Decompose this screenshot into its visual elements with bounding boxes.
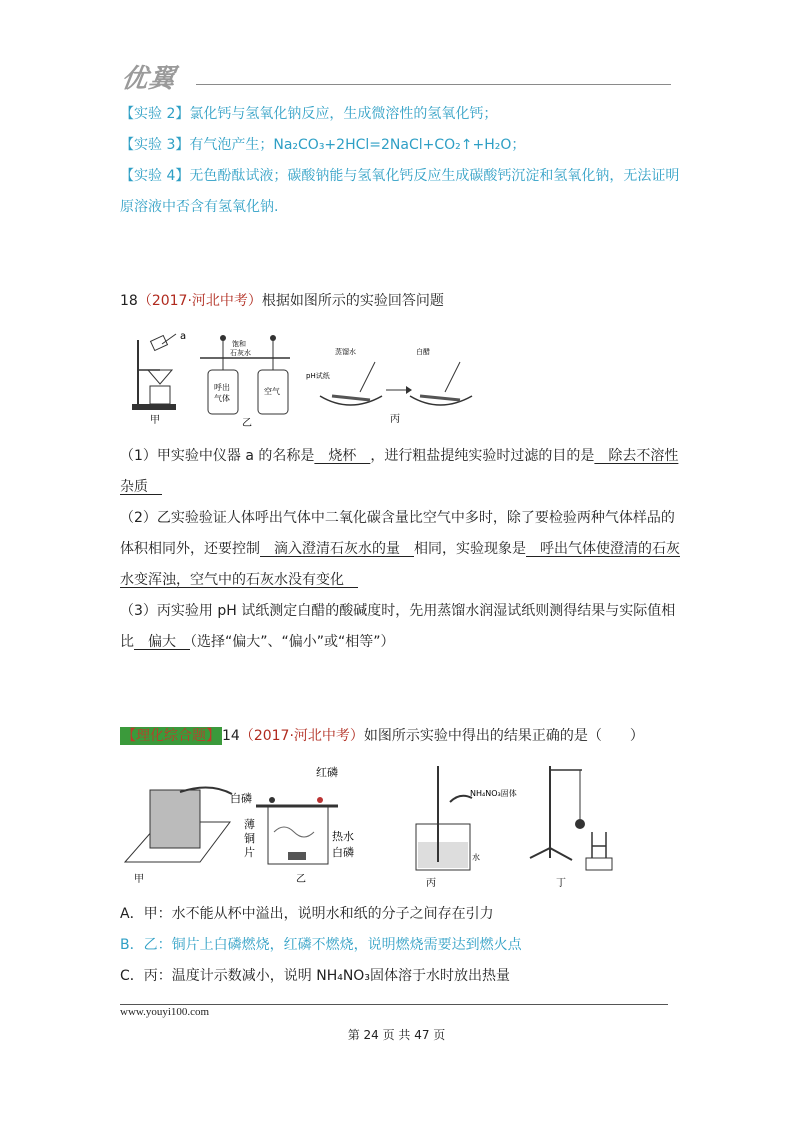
q18-part3-cont	[120, 632, 395, 652]
glass-rod-left	[360, 362, 375, 392]
q14-stem-text: 如图所示实验中得出的结果正确的是（ ）	[363, 728, 644, 744]
q14-source: （2017·河北中考）	[239, 728, 364, 744]
label-exhaled: 呼出	[214, 383, 230, 392]
label-jia: 甲	[150, 415, 160, 426]
q14-number: 14	[222, 728, 240, 744]
q18-figure-svg	[120, 330, 480, 430]
tuning-fork	[592, 832, 606, 858]
q18-p2-text-c: 相同，实验现象是	[414, 541, 526, 557]
experiment-2-text: 氯化钙与氢氧化钠反应，生成微溶性的氢氧化钙；	[189, 106, 498, 122]
label-bing-14: 丙	[426, 878, 436, 889]
q14-figure-svg	[120, 762, 620, 890]
inverted-cup	[150, 790, 200, 848]
label-water: 蒸馏水	[335, 348, 356, 356]
pendulum-ball	[575, 819, 585, 829]
q18-p1-text-a: （1）甲实验中仪器 a 的名称是	[120, 448, 315, 464]
bulb-1	[220, 335, 226, 341]
white-p-top	[269, 797, 275, 803]
experiment-2	[120, 104, 497, 124]
q18-part2-cont2	[120, 570, 358, 590]
label-white-p2: 白磷	[332, 846, 354, 859]
beaker-a	[151, 336, 168, 351]
q18-part2: （2）乙实验验证人体呼出气体中二氧化碳含量比空气中多时，除了要检验两种气体样品的	[120, 510, 675, 526]
footer-rule	[120, 1004, 668, 1005]
q18-part2-cont	[120, 539, 680, 559]
label-nh4no3: NH₄NO₃固体	[470, 789, 517, 798]
experiment-4-label: 【实验 4】	[120, 168, 190, 184]
label-a: a	[180, 331, 187, 342]
label-hot-water: 热水	[332, 830, 354, 843]
q18-number: 18	[120, 293, 138, 309]
experiment-4-cont: 原溶液中否含有氢氧化钠.	[120, 199, 279, 215]
experiment-3	[120, 135, 525, 155]
label-copper: 铜	[244, 832, 255, 845]
experiment-2-label: 【实验 2】	[120, 106, 190, 122]
label-jia-14: 甲	[134, 874, 144, 885]
logo: 优翼	[119, 64, 178, 94]
label-yi: 乙	[242, 418, 252, 429]
arrow-head	[406, 386, 412, 394]
q18-p2-text-b: 体积相同外，还要控制	[120, 541, 260, 557]
water-vapor	[274, 827, 314, 837]
q18-p1-answer-1: 烧杯	[314, 448, 371, 464]
page-number: 第 24 页 共 47 页	[347, 1028, 446, 1042]
footer-url: www.youyi100.com	[120, 1006, 210, 1018]
fork-box	[586, 858, 612, 870]
glass-rod-right	[445, 362, 460, 392]
label-exhaled2: 气体	[214, 394, 230, 403]
label-air: 空气	[264, 387, 280, 396]
experiment-3-label: 【实验 3】	[120, 137, 190, 153]
label-vinegar: 白醋	[416, 348, 430, 356]
q18-p1-answer-2a: 除去不溶性	[594, 448, 679, 464]
label-red-p: 红磷	[316, 766, 338, 779]
label-thin: 薄	[244, 818, 255, 831]
q18-p1-answer-2b: 杂质	[120, 479, 162, 495]
q18-p3-text-b: 比	[120, 634, 134, 650]
label-sheet: 片	[244, 846, 255, 859]
label-ding: 丁	[556, 878, 566, 889]
experiment-4	[120, 166, 679, 186]
q18-p3-answer: 偏大	[134, 634, 190, 650]
q18-source: （2017·河北中考）	[137, 293, 262, 309]
label-water-bing: 水	[472, 853, 480, 862]
label-ph: pH试纸	[306, 372, 330, 380]
q14-tag: 【理化综合题】	[122, 728, 220, 744]
q14-stem	[120, 726, 644, 746]
q18-part1	[120, 446, 678, 466]
water-bing	[418, 842, 468, 868]
q18-p2-answer-1: 滴入澄清石灰水的量	[260, 541, 414, 557]
q18-part3: （3）丙实验用 pH 试纸测定白醋的酸碱度时，先用蒸馏水润湿试纸则测得结果与实际值相	[120, 603, 676, 619]
red-p-top	[317, 797, 323, 803]
q18-stem	[120, 291, 444, 311]
q14-option-b: B．乙：铜片上白磷燃烧，红磷不燃烧，说明燃烧需要达到燃火点	[120, 937, 522, 953]
header-rule	[196, 84, 671, 85]
bottle-exhaled	[208, 370, 238, 414]
spoon	[450, 796, 472, 802]
q14-option-c: C．丙：温度计示数减小，说明 NH₄NO₃固体溶于水时放出热量	[120, 968, 510, 984]
beaker-jia	[150, 386, 170, 404]
q18-p1-text-b: ，进行粗盐提纯实验时过滤的目的是	[370, 448, 595, 464]
label-satlime: 饱和	[232, 340, 246, 348]
q18-p2-answer-2a: 呼出气体使澄清的石灰	[526, 541, 680, 557]
funnel	[148, 370, 172, 384]
q18-figure	[120, 330, 480, 430]
bulb-2	[270, 335, 276, 341]
q18-p2-answer-2b: 水变浑浊，空气中的石灰水没有变化	[120, 572, 358, 588]
q14-option-a: A．甲：水不能从杯中溢出，说明水和纸的分子之间存在引力	[120, 906, 494, 922]
q18-stem-text: 根据如图所示的实验回答问题	[261, 293, 444, 309]
experiment-4-text-1: 无色酚酞试液；碳酸钠能与氢氧化钙反应生成碳酸钙沉淀和氢氧化钠，无法证明	[189, 168, 680, 184]
ph-paper-right	[420, 396, 460, 400]
white-p-bottom	[288, 852, 306, 860]
ph-paper-left	[332, 396, 370, 400]
label-satlime2: 石灰水	[230, 349, 251, 357]
label-yi-14: 乙	[296, 874, 306, 885]
q14-figure	[120, 762, 620, 890]
label-white-p: 白磷	[230, 792, 252, 805]
q18-p3-text-c: （选择“偏大”、“偏小”或“相等”）	[190, 634, 395, 650]
pour-beaker	[162, 334, 176, 344]
experiment-3-text: 有气泡产生；Na₂CO₃+2HCl=2NaCl+CO₂↑+H₂O；	[189, 137, 526, 153]
label-bing: 丙	[390, 414, 400, 425]
stand-base	[132, 404, 176, 410]
q18-part1-cont	[120, 477, 162, 497]
